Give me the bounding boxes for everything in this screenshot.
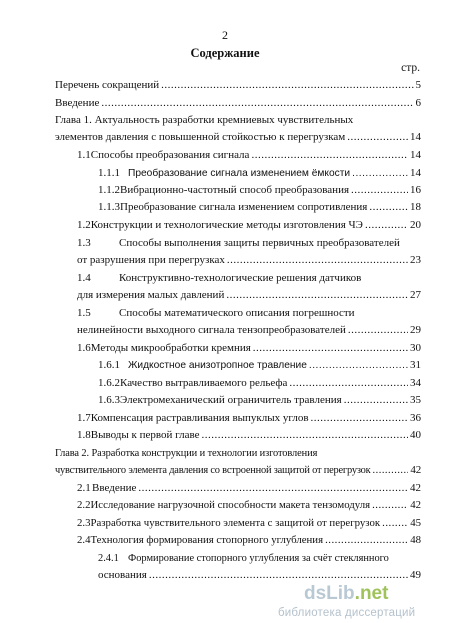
toc-entry: 2.4.1 Формирование стопорного углубления за счёт стеклянного xyxy=(98,553,389,564)
toc-entry: 1.8 Выводы к первой главе ..... 40 xyxy=(77,428,421,443)
page-number: 2 xyxy=(222,28,228,42)
toc-title: Содержание xyxy=(190,46,260,60)
toc-entry: Перечень сокращений ..... 5 xyxy=(55,78,421,93)
toc-entry: Глава 1. Актуальность разработки кремниевых чувствительных xyxy=(55,114,354,126)
toc-entry: 1.6 Методы микрообработки кремния ..... 30 xyxy=(77,341,421,356)
toc-entry: 1.5 Способы математического описания погрешности xyxy=(77,307,355,319)
toc-entry: 1.7 Компенсация растравливания выпуклых углов ..... 36 xyxy=(77,411,421,426)
toc-entry: 1.1.3 Преобразование сигнала изменением сопротивления ..... 18 xyxy=(98,200,421,215)
toc-entry: 1.1.2 Вибрационно-частотный способ преобразования ..... 16 xyxy=(98,183,421,198)
toc-entry: 1.3 Способы выполнения защиты первичных преобразователей xyxy=(77,237,400,249)
toc-entry: чувствительного элемента давления со встроенной защитой от перегрузок ..... 42 xyxy=(55,463,421,478)
toc-entry: 1.1 Способы преобразования сигнала ..... 14 xyxy=(77,148,421,163)
toc-entry: 2.3 Разработка чувствительного элемента с защитой от перегрузок ..... 45 xyxy=(77,516,421,531)
toc-entry: 1.6.2 Качество вытравливаемого рельефа ..... 34 xyxy=(98,376,421,391)
toc-entry: Глава 2. Разработка конструкции и технологии изготовления xyxy=(55,448,318,459)
toc-entry: элементов давления с повышенной стойкостью к перегрузкам ..... 14 xyxy=(55,130,421,145)
toc-entry: 2.4 Технология формирования стопорного углубления ..... 48 xyxy=(77,533,421,548)
watermark-subtitle: библиотека диссертаций xyxy=(278,607,416,619)
toc-entry: 1.1.1 Преобразование сигнала изменением ёмкости ..... 14 xyxy=(98,166,421,181)
toc-entry: нелинейности выходного сигнала тензопреобразователей ..... 29 xyxy=(77,323,421,338)
toc-entry: 1.6.1 Жидкостное анизотропное травление ..... 31 xyxy=(98,358,421,373)
watermark-logo: dsLib.net xyxy=(304,583,389,604)
pages-column-header: стр. xyxy=(401,62,420,74)
toc-entry: 2.1 Введение ..... 42 xyxy=(77,481,421,496)
toc-entry: 1.6.3 Электромеханический ограничитель травления ..... 35 xyxy=(98,393,421,408)
toc-entry: основания ..... 49 xyxy=(98,568,421,583)
toc-entry: 2.2 Исследование нагрузочной способности макета тензомодуля ..... 42 xyxy=(77,498,421,513)
toc-entry: Введение ..... 6 xyxy=(55,96,421,111)
watermark xyxy=(270,583,450,623)
toc-entry: 1.4 Конструктивно-технологические решения датчиков xyxy=(77,272,362,284)
toc-entry: 1.2 Конструкции и технологические методы изготовления ЧЭ ..... 20 xyxy=(77,218,421,233)
toc-entry: от разрушения при перегрузках ..... 23 xyxy=(77,253,421,268)
toc-entry: для измерения малых давлений ..... 27 xyxy=(77,288,421,303)
